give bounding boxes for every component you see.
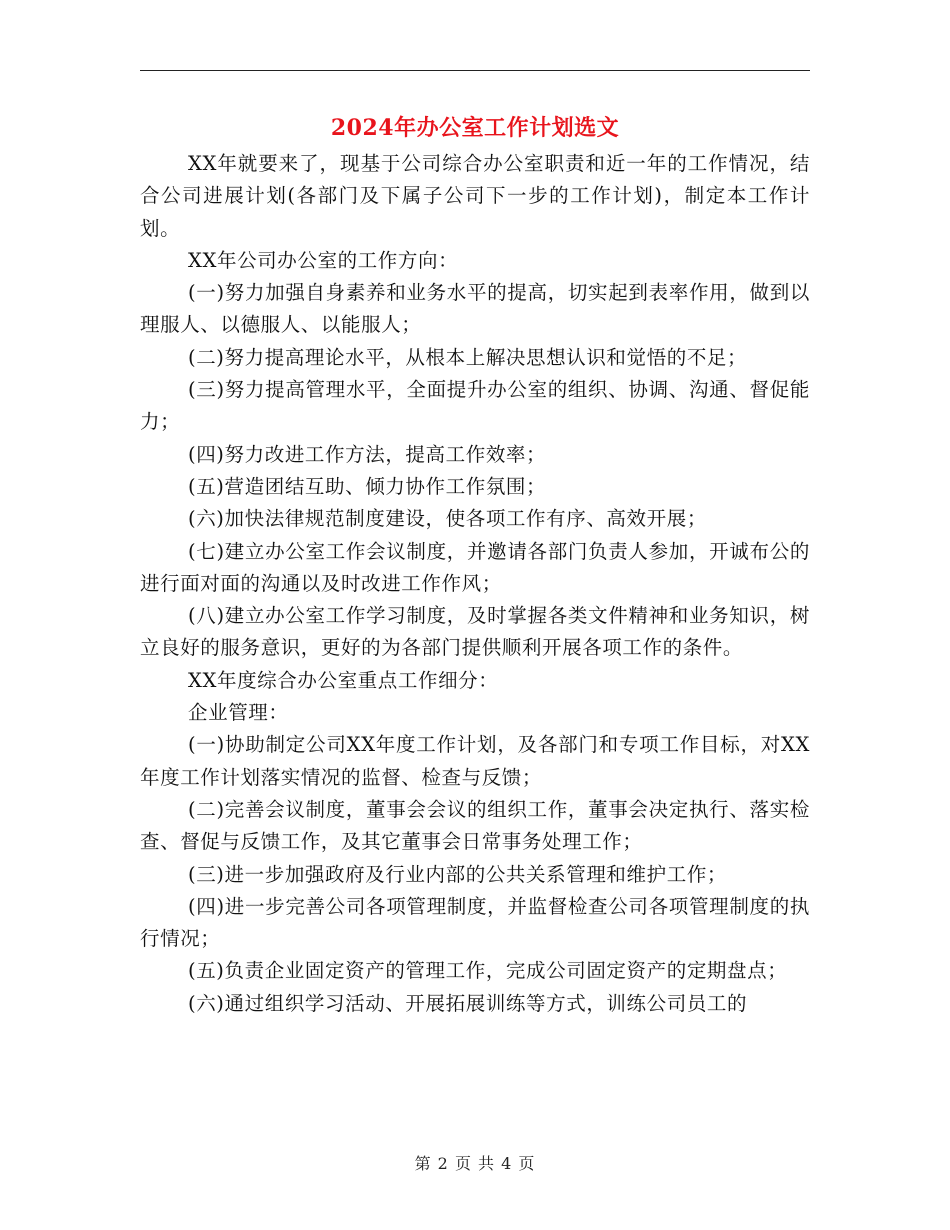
paragraph-intro: XX年就要来了，现基于公司综合办公室职责和近一年的工作情况，结合公司进展计划(各部门及下属子公司下一步的工作计划)，制定本工作计划。 [140,152,810,240]
paragraph-direction-7: (七)建立办公室工作会议制度，并邀请各部门负责人参加，开诚布公的进行面对面的沟通以及时改进工作作风； [140,539,810,595]
paragraph-direction-heading: XX年公司办公室的工作方向： [188,248,459,272]
paragraph-direction-2: (二)努力提高理论水平，从根本上解决思想认识和觉悟的不足； [188,345,748,369]
paragraph-management-3: (三)进一步加强政府及行业内部的公共关系管理和维护工作； [188,862,728,886]
paragraph-management-6: (六)通过组织学习活动、开展拓展训练等方式，训练公司员工的 [188,991,748,1015]
paragraph-direction-5: (五)营造团结互助、倾力协作工作氛围； [188,474,547,498]
paragraph-direction-3: (三)努力提高管理水平，全面提升办公室的组织、协调、沟通、督促能力； [140,378,810,434]
header-rule [140,70,810,71]
document-body [140,148,810,1020]
paragraph-direction-1: (一)努力加强自身素养和业务水平的提高，切实起到表率作用，做到以理服人、以德服人、以能服人； [140,281,810,337]
paragraph-direction-4: (四)努力改进工作方法，提高工作效率； [188,442,547,466]
paragraph-direction-6: (六)加快法律规范制度建设，使各项工作有序、高效开展； [188,507,707,531]
paragraph-management-1: (一)协助制定公司XX年度工作计划，及各部门和专项工作目标，对XX年度工作计划落实情况的监督、检查与反馈； [140,733,810,789]
page-number-footer: 第 2 页 共 4 页 [414,1154,536,1173]
paragraph-direction-8: (八)建立办公室工作学习制度，及时掌握各类文件精神和业务知识，树立良好的服务意识，更好的为各部门提供顺利开展各项工作的条件。 [140,604,810,660]
paragraph-management-5: (五)负责企业固定资产的管理工作，完成公司固定资产的定期盘点； [188,959,788,983]
document-title: 2024年办公室工作计划选文 [330,115,620,141]
paragraph-management-2: (二)完善会议制度，董事会会议的组织工作，董事会决定执行、落实检查、督促与反馈工作，及其它董事会日常事务处理工作； [140,797,810,854]
paragraph-enterprise-management: 企业管理： [188,701,289,725]
paragraph-management-4: (四)进一步完善公司各项管理制度，并监督检查公司各项管理制度的执行情况； [140,894,810,951]
paragraph-key-work-heading: XX年度综合办公室重点工作细分： [188,668,499,692]
